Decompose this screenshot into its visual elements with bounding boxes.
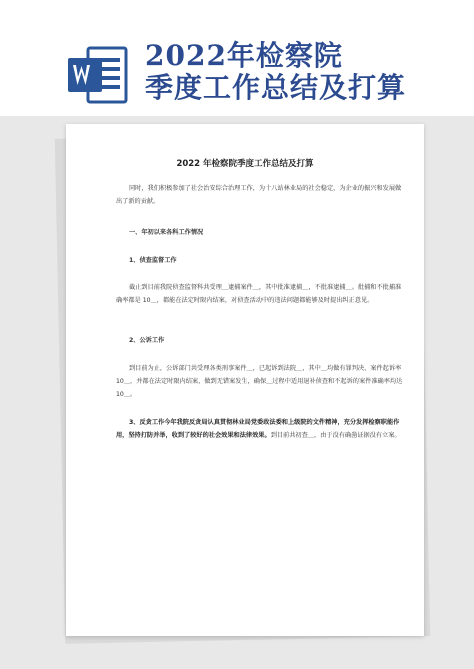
document-title: 2022 年检察院季度工作总结及打算: [176, 159, 314, 169]
intro-paragraph: 同时，我们积极参加了社会治安综合治理工作，为十八站林业局的社会稳定，为企业的振兴和发展做出了新的贡献。: [116, 185, 402, 205]
sub3-bold-text: 3、反贪工作今年我院反贪局认真贯彻林业局党委政法委和上级院的文件精神，充分发挥检察职能作用，坚持打防并举，收到了较好的社会效果和法律效果。: [116, 419, 400, 439]
sub3-paragraph: [116, 416, 404, 442]
word-icon: [66, 44, 128, 106]
sub2-body: 到目前为止，公诉部门共受理各类刑事案件＿，已起诉到法院＿，其中＿均做有罪判决，案件起诉率 10＿，并都在法定时限内结案，做到无错案发生，确保＿过程中适用退补侦查和不起诉的案件准确率均达 10＿。: [116, 365, 403, 398]
document-page: [66, 124, 424, 636]
banner-title: [145, 40, 406, 104]
sub2-heading: 2、公诉工作: [129, 337, 165, 344]
banner-title-line-2: 季度工作总结及打算: [145, 71, 407, 104]
section1-heading: 一、年初以来各科工作情况: [129, 229, 204, 236]
sub1-heading: 1、侦查监督工作: [129, 257, 177, 264]
sub1-body: 截止到目前我院侦查监督科共受理＿逮捕案件＿，其中批准逮捕＿，不批准逮捕＿。批捕和不批捕准确率都是 10＿，都能在法定时限内结案，对侦查活动中的违法问题都能够及时提出纠正意见。: [116, 284, 402, 304]
header-banner: [0, 0, 474, 116]
sub3-tail-text: 到目前共初查＿，由于没有确凿证据没有立案。: [270, 432, 401, 439]
banner-title-line-1: 2022年检察院: [145, 39, 343, 72]
